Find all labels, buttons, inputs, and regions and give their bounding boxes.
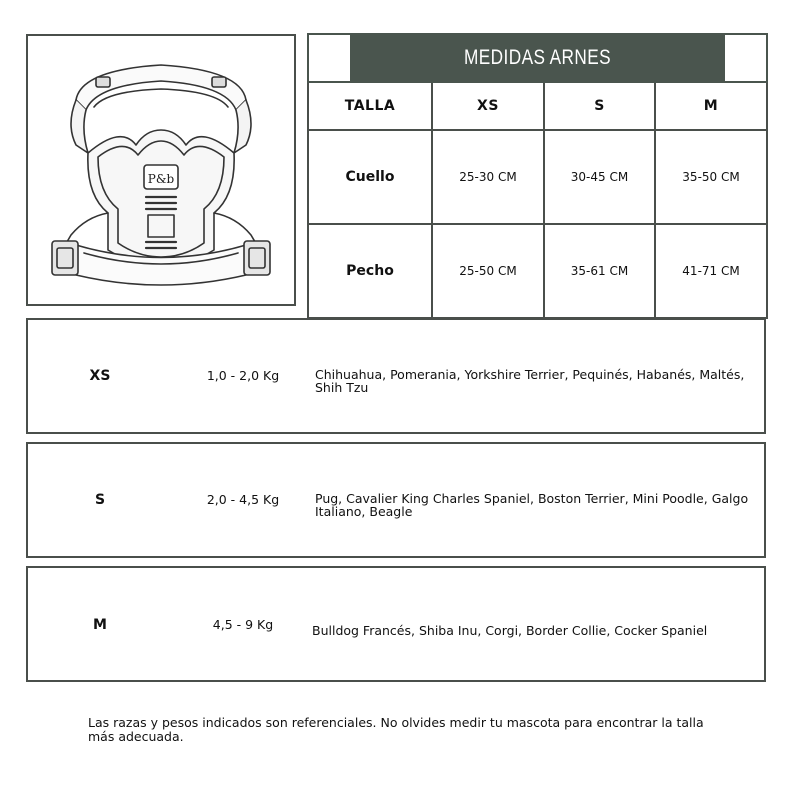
breed-size: M <box>93 617 107 633</box>
header-xs: XS <box>432 82 544 130</box>
measures-title: MEDIDAS ARNES <box>349 34 725 82</box>
breed-list: Chihuahua, Pomerania, Yorkshire Terrier, Pequinés, Habanés, Maltés, Shih Tzu <box>315 367 745 395</box>
cell-value: 35-50 CM <box>655 130 767 224</box>
measures-row-cuello <box>308 130 767 224</box>
harness-icon <box>36 45 286 295</box>
breed-box-m <box>26 566 766 682</box>
breed-weight: 2,0 - 4,5 Kg <box>206 492 280 507</box>
breed-list: Bulldog Francés, Shiba Inu, Corgi, Border Collie, Cocker Spaniel <box>312 623 708 638</box>
cell-value: 25-30 CM <box>432 130 544 224</box>
breed-size: S <box>94 492 106 508</box>
cell-value: 25-50 CM <box>432 224 544 318</box>
harness-illustration-box <box>26 34 296 306</box>
header-talla: TALLA <box>308 82 432 130</box>
breed-box-xs <box>26 318 766 434</box>
cell-value: 41-71 CM <box>655 224 767 318</box>
measures-table <box>307 33 768 319</box>
breed-weight: 1,0 - 2,0 Kg <box>206 368 280 383</box>
header-m: M <box>655 82 767 130</box>
measures-header-row <box>308 82 767 130</box>
breed-size: XS <box>89 368 111 384</box>
harness-logo-text: P&b <box>147 172 175 186</box>
breed-weight: 4,5 - 9 Kg <box>212 617 274 632</box>
row-label: Cuello <box>308 130 432 224</box>
breed-box-s <box>26 442 766 558</box>
header-s: S <box>544 82 655 130</box>
cell-value: 30-45 CM <box>544 130 655 224</box>
disclaimer-note: Las razas y pesos indicados son referenciales. No olvides medir tu mascota para encontrar la talla más adecuada. <box>88 715 704 744</box>
cell-value: 35-61 CM <box>544 224 655 318</box>
row-label: Pecho <box>308 224 432 318</box>
measures-row-pecho <box>308 224 767 318</box>
breed-list: Pug, Cavalier King Charles Spaniel, Boston Terrier, Mini Poodle, Galgo Italiano, Beagle <box>315 491 749 519</box>
